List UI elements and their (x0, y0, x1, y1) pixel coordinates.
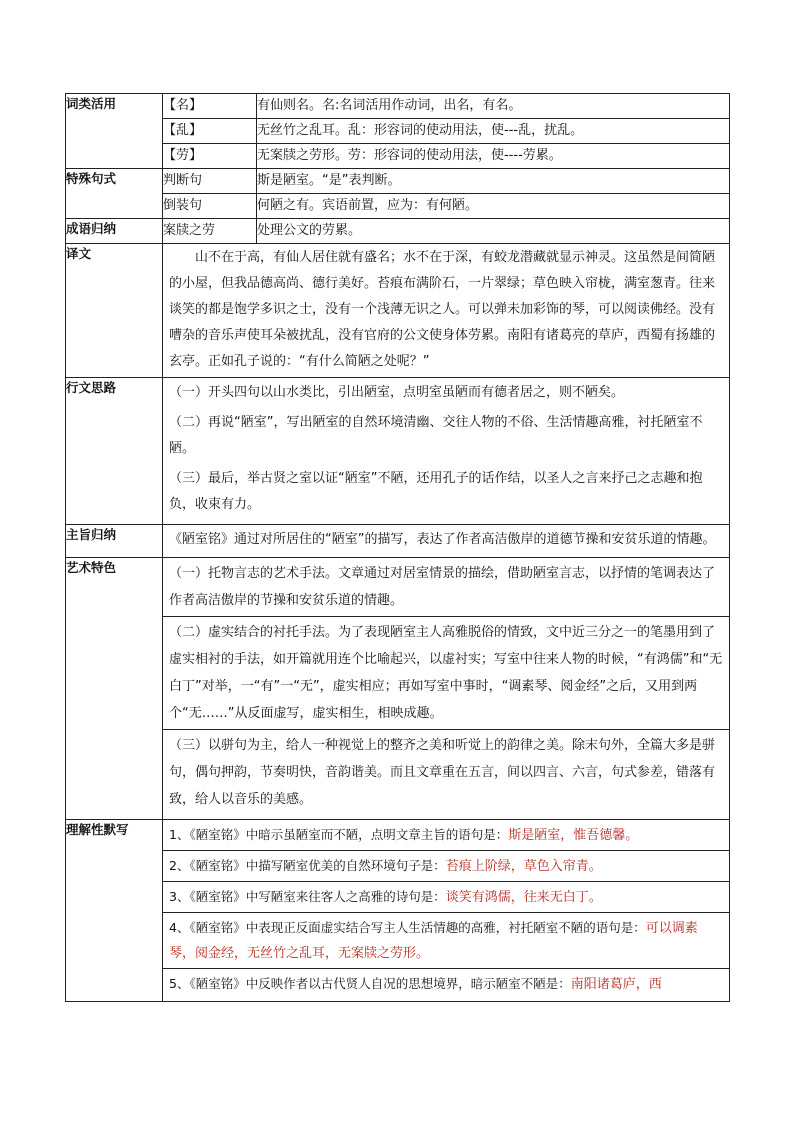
zhuzhi-text: 《陋室铭》通过对所居住的“陋室”的描写，表达了作者高洁傲岸的道德节操和安贫乐道的情趣。 (169, 532, 716, 547)
dictation-question: 4、《陋室铭》中表现正反面虚实结合写主人生活情趣的高雅，衬托陋室不陋的语句是： (169, 920, 646, 935)
dictation-item (163, 882, 729, 913)
row-zhuzhi (66, 525, 730, 558)
row-cilei-1 (66, 94, 730, 119)
dictation-question: 5、《陋室铭》中反映作者以古代贤人自况的思想境界，暗示陋室不陋是： (169, 976, 571, 991)
translation-text: 山不在于高，有仙人居住就有盛名；水不在于深，有蛟龙潜藏就显示神灵。这虽然是间简陋的小屋，但我品德高尚、德行美好。苔痕布满阶石，一片翠绿；草色映入帘栊，满室葱青。往来谈笑的都是饱学多识之士，没有一个浅薄无识之人。可以弹未加彩饰的琴，可以阅读佛经。没有嘈杂的音乐声使耳朵被扰乱，没有官府的公文使身体劳累。南阳有诸葛亮的草庐，西蜀有扬雄的玄亭。正如孔子说的：“有什么简陋之处呢？” (169, 250, 716, 369)
sub-daozhuang: 倒装句 (163, 194, 257, 219)
silu-para-2: （二）再说“陋室”，写出陋室的自然环境清幽、交往人物的不俗、生活情趣高雅，衬托陋室不陋。 (169, 415, 703, 456)
silu-para-3: （三）最后，举古贤之室以证“陋室”不陋，还用孔子的话作结，以圣人之言来抒己之志趣和抱负，收束有力。 (169, 471, 703, 512)
row-cilei-2 (66, 119, 730, 144)
sub-ming: 【名】 (163, 94, 257, 119)
dictation-answer: 可以调素琴，阅金经，无丝竹之乱耳，无案牍之劳形。 (169, 921, 698, 961)
sub-lao: 【劳】 (163, 144, 257, 169)
row-silu (66, 378, 730, 525)
sub-luan: 【乱】 (163, 119, 257, 144)
text-chengyu: 处理公文的劳累。 (257, 219, 730, 244)
text-daozhuang: 何陋之有。宾语前置，应为：有何陋。 (257, 194, 730, 219)
label-yishu: 艺术特色 (66, 558, 163, 820)
yishu-para-2: （二）虚实结合的衬托手法。为了表现陋室主人高雅脱俗的情致，文中近三分之一的笔墨用到了虚实相衬的手法，如开篇就用连个比喻起兴，以虚衬实；写室中往来人物的时候，“有鸿儒”和“无白丁”对举，一“有”一“无”，虚实相应；再如写室中事时，“调素琴、阅金经”之后，又用到两个“无……”从反面虚写，虚实相生，相映成趣。 (163, 617, 729, 730)
dictation-question: 2、《陋室铭》中描写陋室优美的自然环境句子是： (169, 858, 446, 873)
dictation-item (163, 851, 729, 882)
row-teshu-1 (66, 169, 730, 194)
dictation-answer: 斯是陋室，惟吾德馨。 (508, 828, 639, 843)
label-cilei: 词类活用 (66, 94, 163, 169)
text-ming: 有仙则名。名:名词活用作动词，出名，有名。 (257, 94, 730, 119)
label-zhuzhi: 主旨归纳 (66, 525, 163, 558)
notes-table (65, 93, 730, 1002)
dictation-item (163, 913, 729, 969)
row-cilei-3 (66, 144, 730, 169)
row-teshu-2 (66, 194, 730, 219)
row-yishu (66, 558, 730, 820)
row-yiwen (66, 244, 730, 378)
yishu-para-3: （三）以骈句为主，给人一种视觉上的整齐之美和听觉上的韵律之美。除末句外，全篇大多是骈句，偶句押韵，节奏明快，音韵谐美。而且文章重在五言，间以四言、六言，句式参差，错落有致，给人以音乐的美感。 (169, 738, 716, 807)
dictation-item (163, 820, 729, 851)
dictation-question: 3、《陋室铭》中写陋室来往客人之高雅的诗句是： (169, 889, 446, 904)
sub-panduan: 判断句 (163, 169, 257, 194)
dictation-item (163, 969, 729, 1001)
label-teshu: 特殊句式 (66, 169, 163, 219)
label-chengyu: 成语归纳 (66, 219, 163, 244)
row-moxie (66, 820, 730, 1002)
text-luan: 无丝竹之乱耳。乱：形容词的使动用法，使---乱，扰乱。 (257, 119, 730, 144)
dictation-answer: 谈笑有鸿儒，往来无白丁。 (445, 890, 602, 905)
dictation-answer: 苔痕上阶绿，草色入帘青。 (445, 859, 602, 874)
silu-para-1: （一）开头四句以山水类比，引出陋室，点明室虽陋而有德者居之，则不陋矣。 (169, 385, 625, 400)
text-panduan: 斯是陋室。“是”表判断。 (257, 169, 730, 194)
sub-chengyu: 案牍之劳 (163, 219, 257, 244)
label-yiwen: 译文 (66, 244, 163, 378)
dictation-question: 1、《陋室铭》中暗示虽陋室而不陋，点明文章主旨的语句是： (169, 827, 509, 842)
label-silu: 行文思路 (66, 378, 163, 525)
label-moxie: 理解性默写 (66, 820, 163, 1002)
yishu-para-1: （一）托物言志的艺术手法。文章通过对居室情景的描绘，借助陋室言志，以抒情的笔调表达了作者高洁傲岸的节操和安贫乐道的情趣。 (163, 558, 729, 617)
row-chengyu (66, 219, 730, 244)
text-lao: 无案牍之劳形。劳：形容词的使动用法，使----劳累。 (257, 144, 730, 169)
dictation-answer: 南阳诸葛庐，西 (570, 977, 662, 992)
